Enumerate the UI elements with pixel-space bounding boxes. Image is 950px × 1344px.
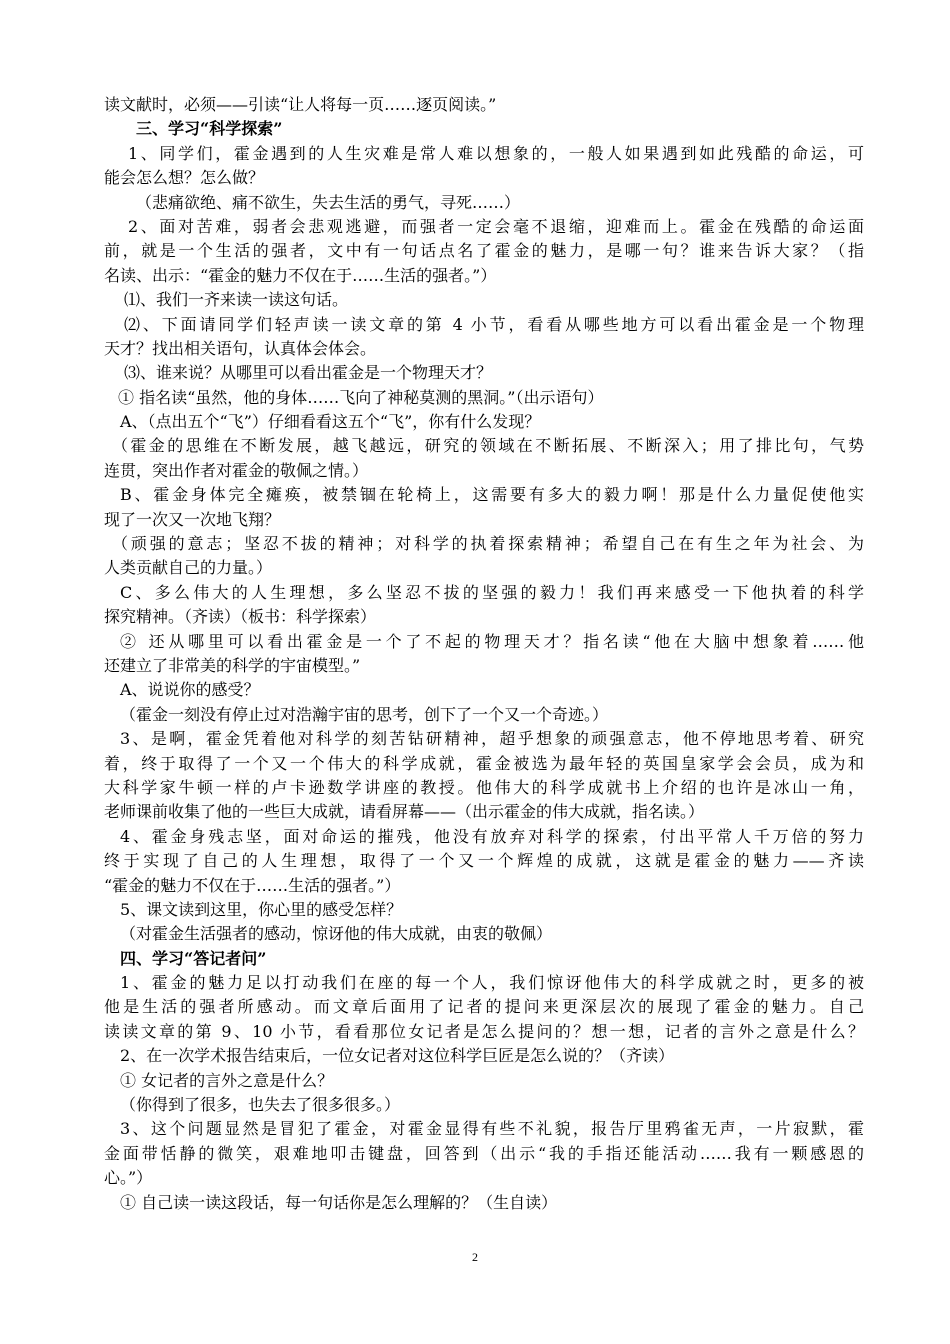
document-body — [104, 93, 864, 1215]
text-line: 金面带恬静的微笑，艰难地叩击键盘，回答到（出示“我的手指还能活动……我有一颗感恩的 — [104, 1143, 864, 1163]
text-line: （霍金的思维在不断发展，越飞越远，研究的领域在不断拓展、不断深入；用了排比句，气势 — [112, 436, 864, 456]
text-line: A、（点出五个“飞”）仔细看看这五个“飞”，你有什么发现？ — [120, 412, 541, 432]
text-line: 心。”） — [104, 1168, 153, 1188]
text-line: B、霍金身体完全瘫痪，被禁锢在轮椅上，这需要有多大的毅力啊！那是什么力量促使他实 — [120, 485, 864, 505]
text-line: ① 女记者的言外之意是什么？ — [120, 1070, 334, 1090]
text-line: C、多么伟大的人生理想，多么坚忍不拔的坚强的毅力！我们再来感受一下他执着的科学 — [120, 582, 864, 602]
text-line: “霍金的魅力不仅在于……生活的强者。”） — [104, 875, 401, 895]
section-heading: 四、学习“答记者问” — [120, 948, 267, 968]
text-line: 他是生活的强者所感动。而文章后面用了记者的提问来更深层次的展现了霍金的魅力。自己 — [104, 997, 864, 1017]
text-line: ① 指名读“虽然，他的身体……飞向了神秘莫测的黑洞。”（出示语句） — [118, 387, 604, 407]
text-line: A、说说你的感受？ — [120, 680, 260, 700]
text-line: 人类贡献自己的力量。） — [104, 558, 273, 578]
text-line: （霍金一刻没有停止过对浩瀚宇宙的思考，创下了一个又一个奇迹。） — [120, 704, 609, 724]
text-line: 读文献时，必须——引读“让人将每一页……逐页阅读。” — [104, 95, 497, 114]
text-line: 1、霍金的魅力足以打动我们在座的每一个人，我们惊讶他伟大的科学成就之时，更多的被 — [120, 973, 864, 993]
text-line: 连贯，突出作者对霍金的敬佩之情。） — [104, 460, 369, 480]
text-line: （悲痛欲绝、痛不欲生，失去生活的勇气，寻死……） — [136, 192, 521, 212]
text-line: 天才？找出相关语句，认真体会体会。 — [104, 338, 377, 358]
text-line: ① 自己读一读这段话，每一句话你是怎么理解的？（生自读） — [120, 1192, 558, 1212]
text-line: 读读文章的第 9、10 小节，看看那位女记者是怎么提问的？想一想，记者的言外之意是什么？ — [104, 1021, 864, 1041]
text-line: （对霍金生活强者的感动，惊讶他的伟大成就，由衷的敬佩） — [120, 924, 553, 944]
text-line: 名读、出示：“霍金的魅力不仅在于……生活的强者。”） — [104, 265, 497, 285]
text-line: 老师课前收集了他的一些巨大成就，请看屏幕——（出示霍金的伟大成就，指名读。） — [104, 802, 705, 822]
text-line: 终于实现了自己的人生理想，取得了一个又一个辉煌的成就，这就是霍金的魅力——齐读 — [104, 851, 864, 871]
text-line: 2、面对苦难，弱者会悲观逃避，而强者一定会毫不退缩，迎难而上。霍金在残酷的命运面 — [128, 216, 864, 236]
section-heading: 三、学习“科学探索” — [136, 119, 283, 139]
text-line: 能会怎么想？怎么做？ — [104, 168, 265, 188]
text-line: 5、课文读到这里，你心里的感受怎样？ — [120, 899, 403, 919]
text-line: （顽强的意志；坚忍不拔的精神；对科学的执着探索精神；希望自己在有生之年为社会、为 — [112, 534, 864, 554]
text-line: 还建立了非常美的科学的宇宙模型。” — [104, 655, 361, 675]
text-line: 大科学家牛顿一样的卢卡逊数学讲座的教授。他伟大的科学成就书上介绍的也许是冰山一角， — [104, 777, 864, 797]
text-line: 3、是啊，霍金凭着他对科学的刻苦钻研精神，超乎想象的顽强意志，他不停地思考着、研究 — [120, 729, 864, 749]
text-line: 4、霍金身残志坚，面对命运的摧残，他没有放弃对科学的探索，付出平常人千万倍的努力 — [120, 826, 864, 846]
text-line: 3、这个问题显然是冒犯了霍金，对霍金显得有些不礼貌，报告厅里鸦雀无声，一片寂默，霍 — [120, 1119, 864, 1139]
page-number: 2 — [472, 1250, 478, 1264]
text-line: 前，就是一个生活的强者，文中有一句话点名了霍金的魅力，是哪一句？谁来告诉大家？（指 — [104, 241, 864, 261]
text-line: ② 还从哪里可以看出霍金是一个了不起的物理天才？指名读“他在大脑中想象着……他 — [120, 631, 864, 651]
text-line: （你得到了很多，也失去了很多很多。） — [120, 1095, 401, 1115]
text-line: 着，终于取得了一个又一个伟大的科学成就，霍金被选为最年轻的英国皇家学会会员，成为和 — [104, 753, 864, 773]
text-line: 1、同学们，霍金遇到的人生灾难是常人难以想象的，一般人如果遇到如此残酷的命运，可 — [128, 143, 864, 163]
text-line: 现了一次又一次地飞翔？ — [104, 509, 281, 529]
text-line: ⑴、我们一齐来读一读这句话。 — [124, 290, 349, 310]
text-line: 探究精神。（齐读）（板书：科学探索） — [104, 607, 377, 627]
text-line: ⑶、谁来说？从哪里可以看出霍金是一个物理天才？ — [124, 363, 493, 383]
text-line: 2、在一次学术报告结束后，一位女记者对这位科学巨匠是怎么说的？（齐读） — [120, 1046, 675, 1066]
text-line: ⑵、下面请同学们轻声读一读文章的第 4 小节，看看从哪些地方可以看出霍金是一个物理 — [124, 314, 864, 334]
